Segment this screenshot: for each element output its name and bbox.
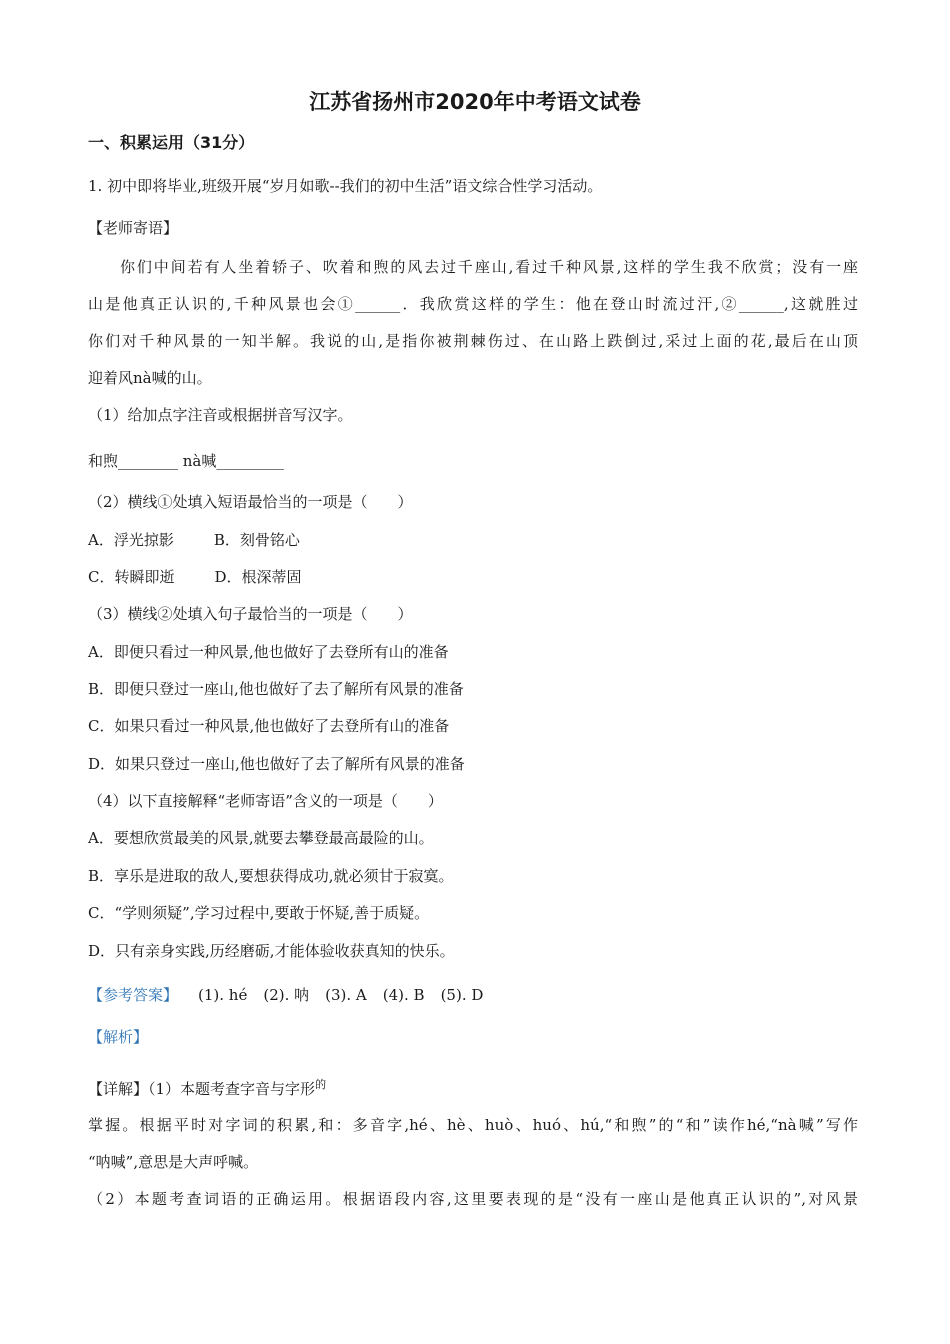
detail-line: （2）本题考查词语的正确运用。根据语段内容,这里要表现的是“没有一座山是他真正认识的”,对风景 xyxy=(88,1190,858,1208)
detail-line: “呐喊”,意思是大声呼喊。 xyxy=(88,1153,259,1171)
answer-item: (3). A xyxy=(325,986,367,1004)
answer-item: (2). 呐 xyxy=(263,986,310,1004)
option-a: A．浮光掠影 xyxy=(88,531,174,549)
option-c: C．“学则须疑”,学习过程中,要敢于怀疑,善于质疑。 xyxy=(88,904,430,922)
detail-superscript: 的 xyxy=(315,1078,327,1091)
message-paragraph-line: 山是他真正认识的,千种风景也会①______．我欣赏这样的学生：他在登山时流过汗,②______,这就胜过 xyxy=(88,295,858,313)
message-paragraph-line: 你们中间若有人坐着轿子、吹着和煦的风去过千座山,看过千种风景,这样的学生我不欣赏；没有一座 xyxy=(120,258,858,276)
option-d: D．根深蒂固 xyxy=(214,568,302,586)
answer-row xyxy=(88,985,483,1005)
option-a: A．要想欣赏最美的风景,就要去攀登最高最险的山。 xyxy=(88,829,434,847)
option-row xyxy=(88,530,300,550)
option-b: B．即便只登过一座山,他也做好了去了解所有风景的准备 xyxy=(88,680,464,698)
teacher-message-tag: 【老师寄语】 xyxy=(88,219,179,237)
option-b: B．刻骨铭心 xyxy=(213,531,300,549)
answer-item: (5). D xyxy=(440,986,484,1004)
page-title: 江苏省扬州市2020年中考语文试卷 xyxy=(309,90,641,114)
fill-blank-line: 和煦________ nà喊_________ xyxy=(88,452,284,470)
option-d: D．只有亲身实践,历经磨砺,才能体验收获真知的快乐。 xyxy=(88,942,455,960)
option-c: C．转瞬即逝 xyxy=(88,568,175,586)
answer-item: (4). B xyxy=(382,986,425,1004)
question-intro: 1. 初中即将毕业,班级开展“岁月如歌--我们的初中生活”语文综合性学习活动。 xyxy=(88,177,603,195)
message-paragraph-line: 迎着风nà喊的山。 xyxy=(88,369,212,387)
answer-item: (1). hé xyxy=(198,986,248,1004)
option-b: B．享乐是进取的敌人,要想获得成功,就必须甘于寂寞。 xyxy=(88,867,454,885)
detail-line xyxy=(88,1075,326,1099)
answer-label: 【参考答案】 xyxy=(88,986,179,1004)
sub-question-3: （3）横线②处填入句子最恰当的一项是（ ） xyxy=(88,605,413,623)
detail-tag: 【详解】 xyxy=(88,1080,149,1098)
sub-question-2: （2）横线①处填入短语最恰当的一项是（ ） xyxy=(88,493,413,511)
detail-text: （1）本题考查字音与字形 xyxy=(148,1080,316,1098)
option-c: C．如果只看过一种风景,他也做好了去登所有山的准备 xyxy=(88,717,450,735)
detail-line: 掌握。根据平时对字词的积累,和：多音字,hé、hè、huò、huó、hú,“和煦”的“和”读作hé,“nà喊”写作 xyxy=(88,1116,858,1134)
sub-question-1: （1）给加点字注音或根据拼音写汉字。 xyxy=(88,406,353,424)
analysis-label: 【解析】 xyxy=(88,1028,149,1046)
sub-question-4: （4）以下直接解释“老师寄语”含义的一项是（ ） xyxy=(88,792,443,810)
section-heading: 一、积累运用（31分） xyxy=(88,133,255,152)
option-d: D．如果只登过一座山,他也做好了去了解所有风景的准备 xyxy=(88,755,465,773)
message-paragraph-line: 你们对千种风景的一知半解。我说的山,是指你被荆棘伤过、在山路上跌倒过,采过上面的花,最后在山顶 xyxy=(88,332,858,350)
option-a: A．即便只看过一种风景,他也做好了去登所有山的准备 xyxy=(88,643,449,661)
option-row xyxy=(88,567,302,587)
